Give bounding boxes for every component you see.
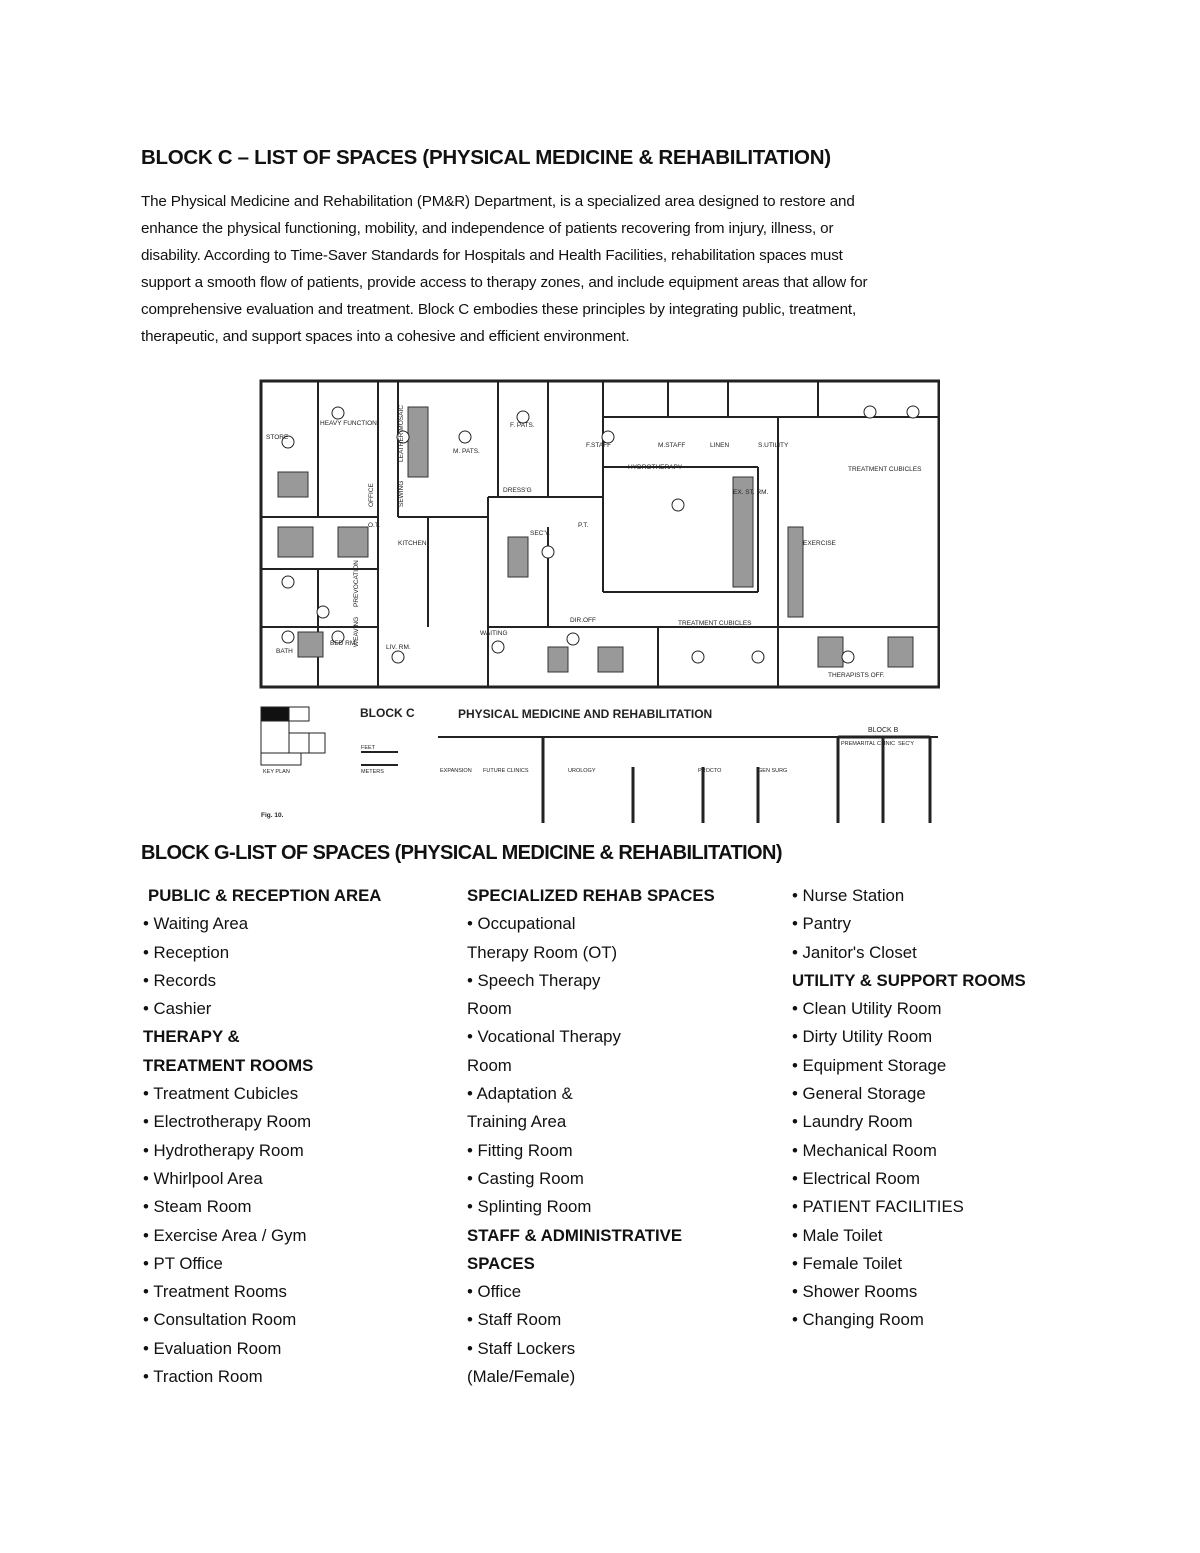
label-office: OFFICE [368, 483, 375, 507]
label-kitchen: KITCHEN [398, 540, 427, 547]
list-item: • PATIENT FACILITIES [792, 1197, 964, 1217]
intro-line: comprehensive evaluation and treatment. Block C embodies these principles by integrating public, treatment, [141, 301, 857, 318]
list-item: • Treatment Cubicles [143, 1084, 299, 1104]
list-item: • Staff Lockers [467, 1338, 576, 1358]
plan-title-block: BLOCK C [360, 706, 415, 720]
lower-block-walls [543, 737, 930, 823]
label-treatment-cubicles-2: TREATMENT CUBICLES [678, 620, 752, 627]
label-future-clinics: FUTURE CLINICS [483, 768, 529, 774]
list-item: • Pantry [792, 914, 852, 934]
list-heading: BLOCK G-LIST OF SPACES (PHYSICAL MEDICINE & REHABILITATION) [141, 842, 782, 864]
key-plan-diagram [261, 707, 325, 765]
label-m-staff: M.STAFF [658, 442, 686, 449]
spaces-column-2 [467, 882, 767, 1391]
label-hydrotherapy: HYDROTHERAPY [628, 464, 683, 471]
label-procto: PROCTO [698, 768, 722, 774]
intro-line: The Physical Medicine and Rehabilitation (PM&R) Department, is a specialized area designed to restore and [141, 193, 855, 210]
label-sewing: SEWING [398, 480, 405, 507]
list-item: • Changing Room [792, 1310, 924, 1330]
label-treatment-cubicles: TREATMENT CUBICLES [848, 466, 922, 473]
plan-block-b: BLOCK B [868, 727, 899, 734]
intro-line: support a smooth flow of patients, provide access to therapy zones, and include equipment areas that allow for [141, 274, 868, 291]
list-item: • Splinting Room [467, 1197, 592, 1217]
spaces-column-1 [143, 882, 453, 1391]
label-waiting: WAITING [480, 630, 508, 637]
list-item: • Cashier [143, 999, 212, 1019]
list-item: • Janitor's Closet [792, 942, 917, 962]
label-leather: LEATHER MOSAIC [398, 405, 405, 462]
list-item: • Electrotherapy Room [143, 1112, 312, 1132]
section-heading: THERAPY & [143, 1027, 240, 1047]
list-item: • PT Office [143, 1253, 223, 1273]
list-item: • Occupational [467, 914, 576, 934]
list-item: • Shower Rooms [792, 1282, 918, 1302]
section-heading: SPECIALIZED REHAB SPACES [467, 886, 715, 905]
list-item: • Consultation Room [143, 1310, 297, 1330]
label-f-staff: F.STAFF [586, 442, 612, 449]
list-item: Room [467, 999, 512, 1019]
list-item: • Reception [143, 942, 230, 962]
label-liv-rm: LIV. RM. [386, 644, 411, 651]
list-item: • Vocational Therapy [467, 1027, 621, 1047]
label-weaving: WEAVING [353, 616, 360, 647]
list-item: • Waiting Area [143, 914, 249, 934]
key-plan-label: KEY PLAN [263, 769, 290, 775]
label-secy: SEC'Y. [530, 530, 550, 537]
label-bed-rm: BED RM. [330, 640, 358, 647]
section-heading: STAFF & ADMINISTRATIVE [467, 1225, 683, 1245]
list-item: • Treatment Rooms [143, 1282, 287, 1302]
label-ot: O.T. [368, 522, 380, 529]
page-heading: BLOCK C – LIST OF SPACES (PHYSICAL MEDICINE & REHABILITATION) [141, 146, 831, 169]
list-item: • Steam Room [143, 1197, 252, 1217]
list-item: • Nurse Station [792, 886, 905, 905]
label-store: STORE [266, 434, 289, 441]
label-urology: UROLOGY [568, 768, 596, 774]
list-item: (Male/Female) [467, 1367, 576, 1387]
list-item: • Female Toilet [792, 1253, 903, 1273]
list-item: • General Storage [792, 1084, 926, 1104]
label-bath: BATH [276, 648, 293, 655]
list-item: • Male Toilet [792, 1225, 883, 1245]
list-item: • Adaptation & [467, 1084, 573, 1104]
label-secy-b: SEC'Y [898, 741, 915, 747]
label-expansion: EXPANSION [440, 768, 472, 774]
plan-title-band [360, 706, 899, 734]
section-heading: TREATMENT ROOMS [143, 1055, 314, 1075]
intro-line: enhance the physical functioning, mobility, and independence of patients recovering from injury, illness, or [141, 220, 834, 237]
list-item: • Traction Room [143, 1367, 263, 1387]
spaces-column-3 [792, 882, 1092, 1335]
label-therapists-off: THERAPISTS OFF. [828, 672, 885, 679]
label-dir-off: DIR.OFF [570, 617, 596, 624]
list-item: • Electrical Room [792, 1168, 921, 1188]
list-item: Therapy Room (OT) [467, 942, 618, 962]
list-item: • Casting Room [467, 1168, 584, 1188]
label-prevocation: PREVOCATION [353, 560, 360, 607]
plan-title-dept: PHYSICAL MEDICINE AND REHABILITATION [458, 707, 713, 721]
label-premarital: PREMARITAL CLINIC [841, 741, 896, 747]
label-s-utility: S.UTILITY [758, 442, 789, 449]
list-item: • Mechanical Room [792, 1140, 937, 1160]
section-heading: SPACES [467, 1253, 535, 1273]
list-item: • Speech Therapy [467, 970, 601, 990]
section-heading: PUBLIC & RECEPTION AREA [148, 886, 382, 905]
figure-caption: Fig. 10. [261, 812, 284, 819]
list-item: • Fitting Room [467, 1140, 573, 1160]
list-item: • Equipment Storage [792, 1055, 947, 1075]
scale-bars [361, 752, 398, 765]
list-item: • Evaluation Room [143, 1338, 282, 1358]
list-item: • Staff Room [467, 1310, 562, 1330]
floor-plan-figure [258, 377, 940, 823]
section-heading: UTILITY & SUPPORT ROOMS [792, 970, 1026, 990]
list-item: • Office [467, 1282, 522, 1302]
label-gen-surg: GEN SURG [758, 768, 788, 774]
scale-meters: METERS [361, 769, 384, 775]
intro-paragraph [141, 188, 1041, 350]
label-m-pats: M. PATS. [453, 448, 480, 455]
list-item: Room [467, 1055, 512, 1075]
label-dress: DRESS'G [503, 487, 532, 494]
label-ex-st-rm: EX. ST. RM. [733, 489, 769, 496]
intro-line: disability. According to Time-Saver Standards for Hospitals and Health Facilities, rehabilitation spaces must [141, 247, 843, 264]
list-item: • Whirlpool Area [143, 1168, 263, 1188]
lower-block-labels [361, 741, 914, 775]
label-exercise: EXERCISE [803, 540, 836, 547]
list-item: • Dirty Utility Room [792, 1027, 933, 1047]
scale-feet: FEET [361, 745, 376, 751]
list-item: • Records [143, 970, 217, 990]
list-item: Training Area [467, 1112, 567, 1132]
floor-plan-drawing [258, 377, 940, 823]
label-f-pats: F. PATS. [510, 422, 535, 429]
intro-line: therapeutic, and support spaces into a cohesive and efficient environment. [141, 328, 630, 345]
label-heavy-function: HEAVY FUNCTION [320, 420, 377, 427]
list-item: • Hydrotherapy Room [143, 1140, 304, 1160]
list-item: • Exercise Area / Gym [143, 1225, 307, 1245]
label-pt: P.T. [578, 522, 589, 529]
label-linen: LINEN [710, 442, 730, 449]
list-item: • Laundry Room [792, 1112, 913, 1132]
list-item: • Clean Utility Room [792, 999, 942, 1019]
